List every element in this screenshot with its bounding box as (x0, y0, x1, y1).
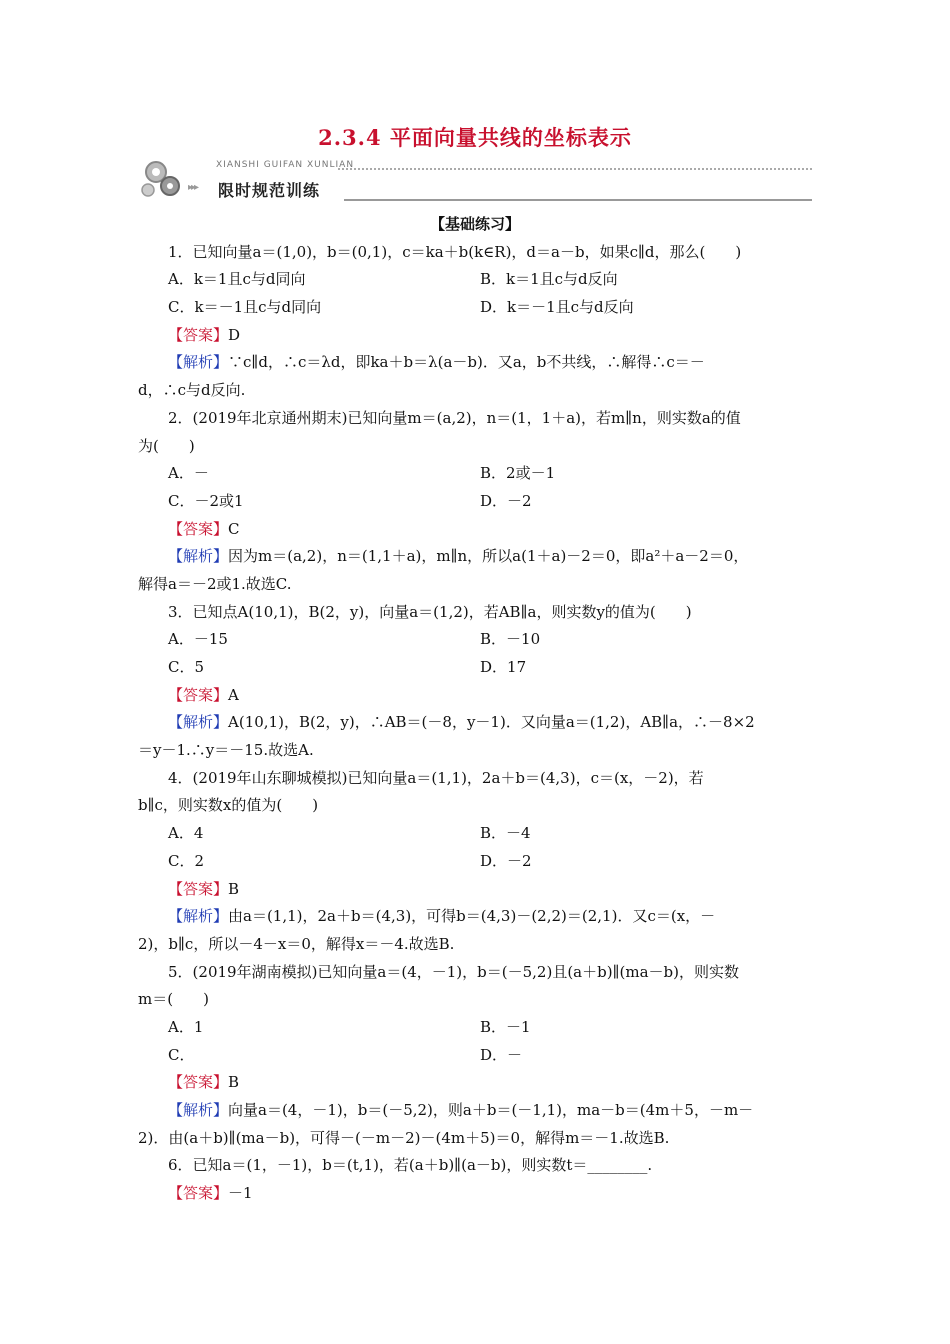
answer-value: D (228, 325, 241, 344)
options-row (138, 848, 812, 876)
analysis-line (138, 543, 812, 571)
option-a: A．k＝1且c与d同向 (168, 270, 306, 289)
analysis-text: 解得a＝－2或1.故选C. (138, 574, 292, 593)
answer-value: B (228, 879, 240, 898)
banner-dotted-rule (338, 168, 812, 170)
option-c: C．－2或1 (168, 491, 244, 510)
analysis-line (138, 1097, 812, 1125)
banner-rule (344, 199, 812, 201)
question-4: 4．(2019年山东聊城模拟)已知向量a＝(1,1)，2a＋b＝(4,3)，c＝(x，－2)，若 (168, 768, 704, 787)
option-a: A．－15 (168, 630, 228, 649)
section-heading: 【基础练习】 (429, 215, 520, 233)
answer-value: C (228, 519, 240, 538)
option-c: C．5 (168, 658, 205, 676)
option-b: B．2或－1 (480, 464, 556, 483)
question-text: b∥c，则实数x的值为( ) (138, 796, 319, 815)
answer-tag: 【答案】 (168, 879, 229, 898)
option-d: D．－2 (480, 491, 532, 510)
banner-pinyin: XIANSHI GUIFAN XUNLIAN (216, 160, 355, 170)
answer-tag: 【答案】 (168, 1073, 229, 1092)
answer-value: A (228, 685, 239, 704)
answer-tag: 【答案】 (168, 519, 229, 538)
question-3: 3．已知点A(10,1)，B(2，y)，向量a＝(1,2)，若AB∥a，则实数y的值为( ) (168, 602, 692, 621)
option-d: D．17 (480, 658, 527, 676)
analysis-text: 向量a＝(4，－1)，b＝(－5,2)，则a＋b＝(－1,1)，ma－b＝(4m＋5，－m－ (228, 1101, 754, 1119)
answer-line (138, 322, 812, 350)
option-d: D．－2 (480, 851, 532, 870)
answer-line (138, 1180, 812, 1208)
answer-tag: 【答案】 (168, 325, 229, 344)
option-d: D．－ (480, 1045, 523, 1064)
analysis-tag: 【解析】 (168, 547, 229, 566)
analysis-text: 因为m＝(a,2)，n＝(1,1＋a)，m∥n，所以a(1＋a)－2＝0，即a²＋a－2＝0， (228, 547, 749, 566)
options-row (138, 266, 812, 294)
analysis-text: ＝y－1.∴y＝－15.故选A. (138, 741, 314, 760)
options-row (138, 460, 812, 488)
option-c: C． (168, 1045, 195, 1064)
analysis-tag: 【解析】 (168, 907, 229, 926)
options-row (138, 654, 812, 682)
options-row (138, 820, 812, 848)
option-a: A．－ (168, 464, 209, 483)
option-b: B．－10 (480, 630, 541, 649)
option-b: B．－1 (480, 1017, 531, 1036)
options-row (138, 1042, 812, 1070)
analysis-tag: 【解析】 (168, 713, 229, 732)
analysis-text: 由a＝(1,1)，2a＋b＝(4,3)，可得b＝(4,3)－(2,2)＝(2,1)．又c＝(x，－ (228, 907, 716, 926)
exercise-content (138, 211, 812, 1208)
answer-tag: 【答案】 (168, 1184, 229, 1203)
options-row (138, 626, 812, 654)
section-banner (138, 156, 812, 206)
analysis-text: 2)．由(a＋b)∥(ma－b)，可得－(－m－2)－(4m＋5)＝0，解得m＝－1.故选B. (138, 1128, 670, 1147)
answer-line (138, 1069, 812, 1097)
option-a: A．4 (168, 824, 204, 843)
banner-label: 限时规范训练 (218, 181, 321, 200)
question-text: 为( ) (138, 436, 195, 455)
answer-line (138, 876, 812, 904)
question-1: 1．已知向量a＝(1,0)，b＝(0,1)，c＝ka＋b(k∈R)，d＝a－b，如果c∥d，那么( ) (168, 242, 742, 261)
option-a: A．1 (168, 1017, 204, 1036)
analysis-line (138, 349, 812, 377)
question-text: m＝( ) (138, 990, 209, 1009)
option-d: D．k＝－1且c与d反向 (480, 298, 634, 317)
answer-value: B (228, 1073, 240, 1092)
question-5: 5．(2019年湖南模拟)已知向量a＝(4，－1)，b＝(－5,2)且(a＋b)∥(ma－b)，则实数 (168, 962, 739, 981)
analysis-text: ∵c∥d，∴c＝λd，即ka＋b＝λ(a－b)．又a，b不共线，∴解得∴c＝－ (228, 353, 705, 372)
document-title: 2.3.4 平面向量共线的坐标表示 (318, 125, 632, 150)
options-row (138, 294, 812, 322)
answer-line (138, 516, 812, 544)
analysis-text: 2)，b∥c，所以－4－x＝0，解得x＝－4.故选B. (138, 934, 455, 953)
analysis-line (138, 903, 812, 931)
option-b: B．－4 (480, 824, 531, 843)
option-b: B．k＝1且c与d反向 (480, 270, 618, 289)
answer-tag: 【答案】 (168, 685, 229, 704)
answer-line (138, 682, 812, 710)
analysis-line (138, 709, 812, 737)
analysis-text: d，∴c与d反向. (138, 381, 246, 400)
option-c: C．k＝－1且c与d同向 (168, 298, 322, 317)
option-c: C．2 (168, 851, 205, 870)
options-row (138, 488, 812, 516)
options-row (138, 1014, 812, 1042)
arrows-icon: ▸▸▸ (188, 182, 198, 193)
analysis-tag: 【解析】 (168, 1101, 229, 1119)
question-6: 6．已知a＝(1，－1)，b＝(t,1)，若(a＋b)∥(a－b)，则实数t＝________. (168, 1156, 653, 1175)
question-2: 2．(2019年北京通州期末)已知向量m＝(a,2)，n＝(1，1＋a)，若m∥n，则实数a的值 (168, 408, 741, 427)
answer-value: －1 (228, 1184, 253, 1203)
analysis-text: A(10,1)，B(2，y)，∴AB＝(－8，y－1)．又向量a＝(1,2)，AB∥a，∴－8×2 (228, 713, 755, 732)
gear-icon (138, 158, 186, 200)
analysis-tag: 【解析】 (168, 353, 229, 372)
